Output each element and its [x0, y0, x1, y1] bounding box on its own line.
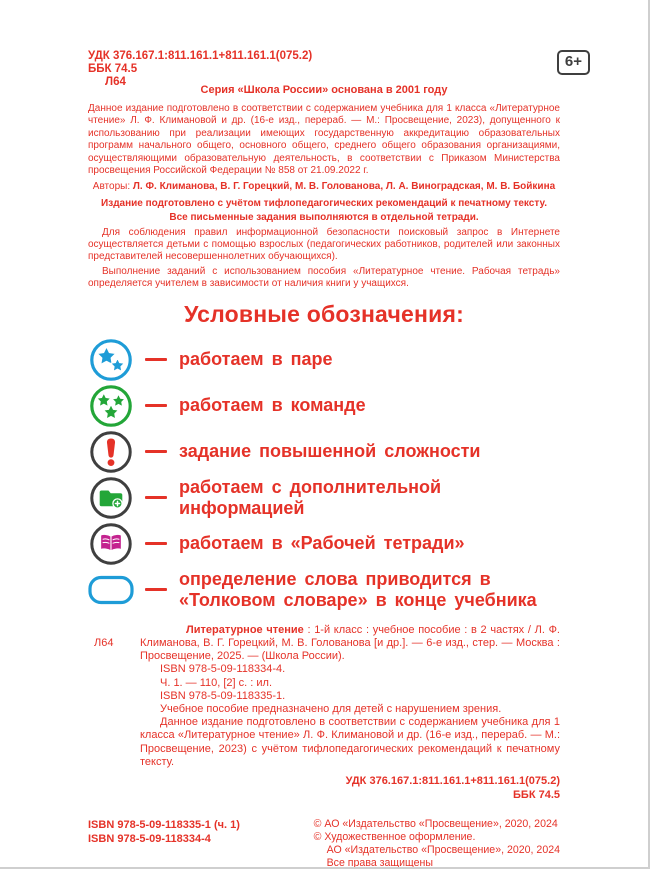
legend-label: работаем в «Рабочей тетради» — [179, 533, 465, 554]
authors-names: Л. Ф. Климанова, В. Г. Горецкий, М. В. Голованова, Л. А. Виноградская, М. В. Бойкина — [132, 181, 556, 193]
legend-label: работаем с дополнительной информацией — [179, 476, 442, 518]
workbook-note: Выполнение заданий с использованием пособия «Литературное чтение. Рабочая тетрадь» определяется учителем в зависимости от наличия книги у учащихся. — [88, 265, 560, 290]
footer-isbns — [88, 818, 240, 869]
legend-item-workbook — [88, 522, 560, 566]
dictionary-frame-icon — [88, 568, 134, 612]
dash — [145, 404, 167, 407]
footer — [88, 818, 560, 869]
dash — [145, 588, 167, 591]
dash — [145, 450, 167, 453]
workbook-book-icon — [88, 522, 134, 566]
cip-vision-note: Учебное пособие предназначено для детей с нарушением зрения. — [160, 702, 502, 715]
copyright-line-4: Все права защищены — [326, 856, 434, 869]
legend-item-team — [88, 384, 560, 428]
dash — [145, 496, 167, 499]
series-line: Серия «Школа России» основана в 2001 году — [200, 84, 448, 96]
age-rating-badge: 6+ — [557, 50, 590, 75]
cip-record — [140, 624, 560, 664]
legend-item-pair — [88, 338, 560, 382]
cip-bbk: ББК 74.5 — [513, 788, 560, 801]
difficulty-exclamation-icon — [88, 430, 134, 474]
copyright-line-3: АО «Издательство «Просвещение», 2020, 2024 — [326, 843, 560, 856]
cip-part-line: Ч. 1. — 110, [2] с. : ил. — [160, 676, 273, 689]
legend-list — [88, 338, 560, 612]
legend-item-dictionary — [88, 568, 560, 612]
legend-label: работаем в паре — [179, 349, 333, 370]
cip-isbn-1: ISBN 978-5-09-118334-4. — [160, 663, 286, 676]
cip-title: Литературное чтение — [186, 623, 304, 636]
safety-note: Для соблюдения правил информационной безопасности поисковый запрос в Интернете осуществляется детьми с помощью взрослых (педагогических работников, родителей или законных представителей несовершеннолетних обучающихся). — [88, 226, 560, 263]
legend-item-difficulty — [88, 430, 560, 474]
legend-label: задание повышенной сложности — [179, 441, 481, 462]
udk-code: УДК 376.167.1:811.161.1+811.161.1(075.2) — [88, 50, 313, 62]
cataloguing-block — [88, 624, 560, 802]
author-sign-code-top: Л64 — [105, 76, 126, 88]
typhlo-note: Издание подготовлено с учётом тифлопедагогических рекомендаций к печатному тексту. — [101, 197, 547, 209]
team-stars-icon — [88, 384, 134, 428]
bbk-code: ББК 74.5 — [88, 63, 138, 75]
pair-stars-icon — [88, 338, 134, 382]
cip-edition-note: Данное издание подготовлено в соответствии с содержанием учебника для 1 класса «Литературное чтение» Л. Ф. Климановой и др. (16-е изд., перераб. — М.: Просвещение, 2023) с учётом тифлопедагогических рекомендаций к печатному тексту. — [140, 716, 560, 768]
legend-label: определение слова приводится в «Толковом словаре» в конце учебника — [179, 568, 537, 610]
cip-udk: УДК 376.167.1:811.161.1+811.161.1(075.2) — [345, 774, 560, 787]
cip-record-rest: : 1-й класс : учебное пособие : в 2 частях / Л. Ф. Климанова, В. Г. Горецкий, М. В. Голованова [и др.]. — 6-е изд., стер. — Москва : Просвещение, 2025. — (Школа России). — [140, 623, 560, 663]
copyright-block — [314, 818, 560, 869]
extra-info-folder-icon — [88, 476, 134, 520]
isbn-full: ISBN 978-5-09-118334-4 — [88, 833, 211, 846]
author-sign-code-cip: Л64 — [94, 636, 114, 649]
cip-codes — [140, 774, 560, 802]
dash — [145, 358, 167, 361]
copyright-line-1: © АО «Издательство «Просвещение», 2020, 2024 — [313, 817, 558, 830]
page-content — [88, 84, 560, 869]
edition-note: Данное издание подготовлено в соответствии с содержанием учебника для 1 класса «Литературное чтение» Л. Ф. Климановой и др. (16-е изд., перераб. — М.: Просвещение, 2023), допущенного к использованию при реализации имеющих государственную аккредитацию образовательных программ начального общего, основного общего, среднего общего образования организациями, осуществляющими образовательную деятельность, в соответствии с Приказом Министерства просвещения Российской Федерации № 858 от 21.09.2022 г. — [88, 103, 560, 177]
legend-item-extra-info — [88, 476, 560, 520]
authors-line — [88, 181, 560, 193]
dash — [145, 542, 167, 545]
isbn-part-1: ISBN 978-5-09-118335-1 (ч. 1) — [88, 818, 240, 831]
copyright-line-2: © Художественное оформление. — [313, 830, 476, 843]
legend-title: Условные обозначения: — [184, 300, 464, 327]
cip-isbn-2: ISBN 978-5-09-118335-1. — [160, 689, 286, 702]
written-tasks-note: Все письменные задания выполняются в отдельной тетради. — [169, 212, 479, 224]
authors-label: Авторы: — [92, 181, 131, 193]
legend-label: работаем в команде — [179, 395, 366, 416]
